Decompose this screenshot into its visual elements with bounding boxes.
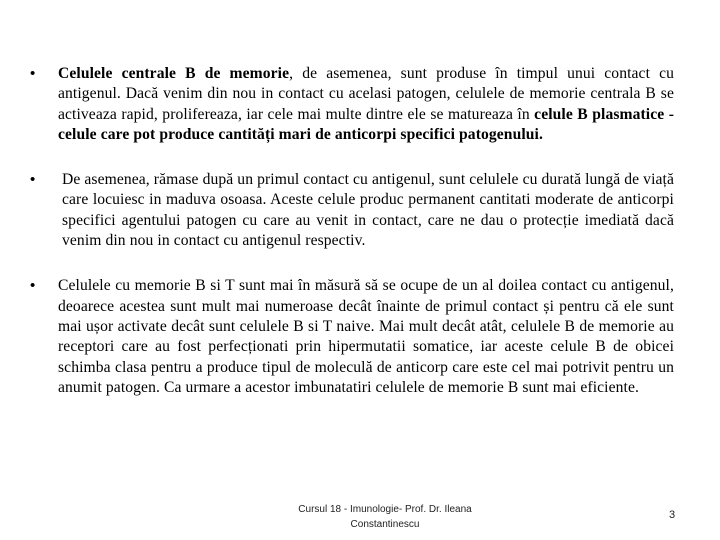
bullet-dot-icon: • bbox=[30, 65, 36, 82]
page-number: 3 bbox=[668, 509, 676, 521]
bullet-dot-icon: • bbox=[30, 277, 36, 295]
slide-footer bbox=[275, 502, 495, 532]
bullet-dot-icon: • bbox=[30, 171, 36, 189]
bold-term-memory-b-cells: Celulele centrale B de memorie bbox=[58, 65, 290, 82]
bold-term-plasma-cells: celule B plasmatice - celule care pot produce cantități mari de anticorpi specifici patogenului. bbox=[58, 105, 674, 143]
bullet-text-1 bbox=[58, 64, 674, 145]
footer-line-1: Cursul 18 - Imunologie- Prof. Dr. Ileana bbox=[298, 504, 472, 515]
bullet-1-body: , de asemenea, sunt produse în timpul unui contact cu antigenul. Dacă venim din nou in contact cu acelasi patogen, celulele de memorie centrala B se activeaza rapid, prolifereaza, iar cele mai multe dintre ele se matureaza în bbox=[58, 65, 674, 123]
bullet-item-2 bbox=[28, 170, 674, 251]
bullet-text-3: Celulele cu memorie B si T sunt mai în măsură să se ocupe de un al doilea contact cu antigenul, deoarece acestea sunt mult mai numeroase decât înainte de primul contact și pentru că ele sunt mai ușor activate decât sunt celulele B si T naive. Mai mult decât atât, celulele B de memorie au receptori care au fost perfecționati prin hipermutatii somatice, iar aceste celule B de obicei schimba clasa pentru a produce tipul de moleculă de anticorp care este cel mai potrivit pentru un anumit patogen. Ca urmare a acestor imbunatatiri celulele de memorie B sunt mai eficiente. bbox=[58, 277, 674, 396]
footer-line-2: Constantinescu bbox=[350, 519, 420, 530]
bullet-text-2: De asemenea, rămase după un primul contact cu antigenul, sunt celulele cu durată lungă de viață care locuiesc in maduva osoasa. Aceste celule produc permanent cantitati moderate de anticorpi specifici agentului patogen cu care au venit in contact, care ne dau o protecție imediată dacă venim din nou in contact cu antigenul respectiv. bbox=[62, 171, 674, 250]
bullet-item-3 bbox=[28, 276, 674, 398]
bullet-item-1 bbox=[28, 64, 674, 145]
bullet-list bbox=[28, 64, 674, 423]
